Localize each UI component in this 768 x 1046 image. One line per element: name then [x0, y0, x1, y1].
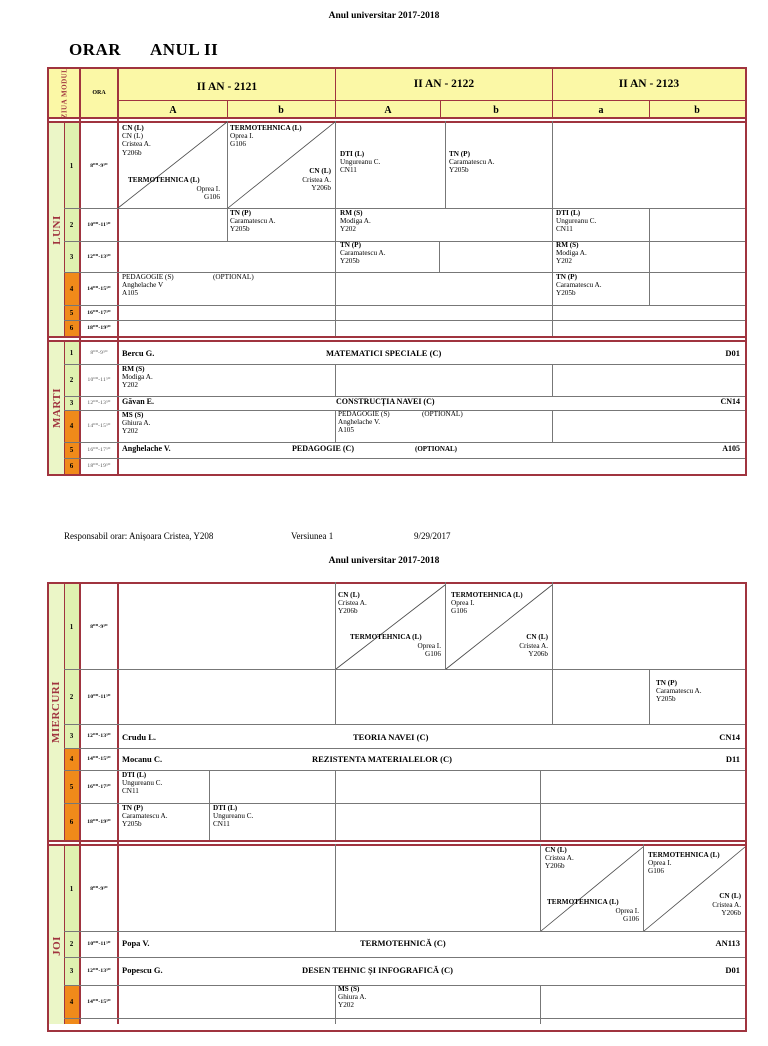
modul-5: 5 — [64, 442, 79, 458]
date: 9/29/2017 — [414, 531, 451, 541]
joi-r2-room: AN113 — [715, 938, 740, 948]
luni-r1-2122a: Ungureanu C. CN11 — [340, 158, 381, 175]
joi-r1-2123a-termo-title: TERMOTEHNICA (L) — [547, 898, 619, 906]
modul-4: 4 — [64, 985, 79, 1018]
luni-r4-2123a-title: TN (P) — [556, 273, 577, 281]
hour-5: 16⁰⁰-17⁵⁰ — [87, 309, 111, 316]
marti-r4-2121-title: MS (S) — [122, 411, 144, 419]
hour-2: 10⁰⁰-11⁵⁰ — [87, 941, 111, 947]
luni-r4-2121-optional: (OPTIONAL) — [213, 273, 254, 281]
joi-r2-course: TERMOTEHNICĂ (C) — [360, 938, 446, 948]
marti-r4-2121: Ghiura A. Y202 — [122, 419, 151, 436]
orar-title: ORAR — [69, 40, 122, 59]
joi-r1-2123a-cn: Cristea A. Y206b — [545, 854, 574, 871]
hour-5: 16⁰⁰-17⁵⁰ — [87, 447, 111, 453]
joi-r3-room: D01 — [725, 965, 740, 975]
responsabil-orar: Responsabil orar: Anișoara Cristea, Y208 — [64, 531, 214, 541]
sub-2123-b: b — [694, 105, 700, 116]
mie-r2-2123b: Caramatescu A. Y205b — [656, 687, 702, 704]
mie-r6-2121a: Caramatescu A. Y205b — [122, 812, 168, 829]
modul-2: 2 — [64, 208, 79, 241]
mie-r1-2122b-cn: Cristea A. Y206b — [519, 642, 548, 659]
mie-r1-2122b-termo-title: TERMOTEHNICA (L) — [451, 591, 523, 599]
luni-r3-2123a-title: RM (S) — [556, 241, 579, 249]
luni-r1-2121b-cn: Cristea A. Y206b — [302, 176, 331, 193]
marti-r3-course: CONSTRUCȚIA NAVEI (C) — [336, 397, 435, 406]
modul-5: 5 — [64, 305, 79, 320]
luni-r4-2121-title: PEDAGOGIE (S) — [122, 273, 174, 281]
modul-1: 1 — [64, 123, 79, 208]
marti-r4-2122: Anghelache V. A105 — [338, 418, 381, 435]
marti-r5-course: PEDAGOGIE (C) — [292, 444, 354, 453]
hour-1: 8⁰⁰-9⁵⁰ — [90, 350, 108, 356]
modul-3: 3 — [64, 957, 79, 985]
modul-4: 4 — [64, 748, 79, 770]
mie-r3-course: TEORIA NAVEI (C) — [353, 732, 429, 742]
hour-3: 12⁰⁰-13⁵⁰ — [87, 968, 111, 974]
joi-r1-2123b-termo-title: TERMOTEHNICA (L) — [648, 851, 720, 859]
mie-r4-course: REZISTENTA MATERIALELOR (C) — [312, 754, 452, 764]
modul-4: 4 — [64, 410, 79, 442]
academic-year-header: Anul universitar 2017-2018 — [328, 11, 440, 21]
marti-r2-2121-title: RM (S) — [122, 365, 145, 373]
luni-r4-2123a: Caramatescu A. Y205b — [556, 281, 602, 298]
hour-3: 12⁰⁰-13⁵⁰ — [87, 733, 111, 739]
marti-r4-2122-title: PEDAGOGIE (S) — [338, 410, 390, 418]
luni-r1-2122a-title: DTI (L) — [340, 150, 365, 158]
mie-r5-2121a: Ungureanu C. CN11 — [122, 779, 163, 796]
mie-r1-2122a-cn: Cristea A. Y206b — [338, 599, 367, 616]
mie-r6-2121b-title: DTI (L) — [213, 804, 238, 812]
luni-r1-2121b-termo: Oprea I. G106 — [230, 132, 254, 149]
hour-6: 18⁰⁰-19⁵⁰ — [87, 818, 111, 825]
luni-r1-2121a-termo-title: TERMOTEHNICA (L) — [128, 176, 200, 184]
mie-r2-2123b-title: TN (P) — [656, 679, 677, 687]
luni-r2-2122a: Modiga A. Y202 — [340, 217, 371, 234]
hour-1: 8⁰⁰-9⁵⁰ — [90, 623, 108, 630]
modul-6: 6 — [64, 320, 79, 336]
luni-r3-2123a: Modiga A. Y202 — [556, 249, 587, 266]
luni-r2-2122a-title: RM (S) — [340, 209, 363, 217]
modul-3: 3 — [64, 396, 79, 410]
mie-r6-2121a-title: TN (P) — [122, 804, 143, 812]
hour-4: 14⁰⁰-15⁵⁰ — [87, 423, 111, 429]
luni-r2-2121b: Caramatescu A. Y205b — [230, 217, 276, 234]
marti-r1-course: MATEMATICI SPECIALE (C) — [326, 348, 442, 358]
mie-r1-2122b-termo: Oprea I. G106 — [451, 599, 475, 616]
modul-6: 6 — [64, 803, 79, 840]
ora-header: ORA — [92, 90, 106, 96]
day-marti: MARTI — [50, 387, 63, 429]
hour-2: 10⁰⁰-11⁵⁰ — [87, 693, 111, 700]
sub-2121-a: A — [169, 105, 177, 116]
modul-3: 3 — [64, 724, 79, 748]
group-2121-header: II AN - 2121 — [196, 81, 258, 93]
hour-4: 14⁰⁰-15⁵⁰ — [87, 998, 111, 1005]
joi-r1-2123b-cn: Cristea A. Y206b — [712, 901, 741, 918]
luni-r3-2122a-title: TN (P) — [340, 241, 361, 249]
mie-r5-2121a-title: DTI (L) — [122, 771, 147, 779]
luni-r2-2121b-title: TN (P) — [230, 209, 251, 217]
modul-2: 2 — [64, 669, 79, 724]
sub-2121-b: b — [278, 105, 284, 116]
mie-r1-2122a-termo: Oprea I. G106 — [417, 642, 441, 659]
joi-r4-2122a-title: MS (S) — [338, 985, 360, 993]
modul-2: 2 — [64, 931, 79, 957]
sub-2122-a: A — [384, 105, 392, 116]
luni-r2-2123a-title: DTI (L) — [556, 209, 581, 217]
hour-5: 16⁰⁰-17⁵⁰ — [87, 783, 111, 790]
marti-r1-room: D01 — [725, 348, 740, 358]
luni-r4-2121: Anghelache V A105 — [122, 281, 164, 298]
marti-r1-prof: Bercu G. — [122, 348, 155, 358]
marti-r5-optional: (OPTIONAL) — [415, 445, 457, 453]
joi-r3-course: DESEN TEHNIC ȘI INFOGRAFICĂ (C) — [302, 965, 453, 975]
modul-3: 3 — [64, 241, 79, 272]
an-title: ANUL II — [150, 40, 219, 59]
joi-r1-2123b-termo: Oprea I. G106 — [648, 859, 672, 876]
mie-r4-prof: Mocanu C. — [122, 754, 163, 764]
mie-r1-2122b-cn-title: CN (L) — [526, 633, 548, 641]
luni-r2-2123a: Ungureanu C. CN11 — [556, 217, 597, 234]
modul-1: 1 — [64, 584, 79, 669]
mie-r6-2121b: Ungureanu C. CN11 — [213, 812, 254, 829]
hour-4: 14⁰⁰-15⁵⁰ — [87, 756, 111, 762]
modul-2: 2 — [64, 364, 79, 396]
luni-r1-2121b-termo-title: TERMOTEHNICA (L) — [230, 124, 302, 132]
luni-r1-2121b-cn-title: CN (L) — [309, 167, 331, 175]
marti-r4-2122-optional: (OPTIONAL) — [422, 410, 463, 418]
luni-r1-2121a-cn: CN (L) Cristea A. Y206b — [122, 132, 151, 157]
hour-1: 8⁰⁰-9⁵⁰ — [90, 885, 108, 892]
joi-r2-prof: Popa V. — [122, 938, 150, 948]
hour-6: 18⁰⁰-19⁵⁰ — [87, 463, 111, 469]
day-luni: LUNI — [50, 214, 63, 245]
mie-r3-room: CN14 — [719, 732, 740, 742]
academic-year-header-2: Anul universitar 2017-2018 — [328, 556, 440, 566]
marti-r5-room: A105 — [722, 444, 740, 453]
joi-r3-prof: Popescu G. — [122, 965, 163, 975]
hour-2: 10⁰⁰-11⁵⁰ — [87, 377, 111, 383]
hour-2: 10⁰⁰-11⁵⁰ — [87, 221, 111, 228]
marti-r3-room: CN14 — [720, 397, 740, 406]
modul-5: 5 — [64, 770, 79, 803]
day-miercuri: MIERCURI — [50, 680, 63, 744]
version: Versiunea 1 — [291, 531, 334, 541]
group-2122-header: II AN - 2122 — [413, 78, 475, 90]
hour-3: 12⁰⁰-13⁵⁰ — [87, 253, 111, 260]
luni-r1-2122b: Caramatescu A. Y205b — [449, 158, 495, 175]
marti-r2-2121: Modiga A. Y202 — [122, 373, 153, 390]
joi-r1-2123b-cn-title: CN (L) — [719, 892, 741, 900]
joi-r1-2123a-termo: Oprea I. G106 — [615, 907, 639, 924]
hour-3: 12⁰⁰-13⁵⁰ — [87, 400, 111, 406]
modul-1: 1 — [64, 342, 79, 364]
modul-1: 1 — [64, 846, 79, 931]
day-joi: JOI — [50, 936, 63, 956]
group-2123-header: II AN - 2123 — [618, 78, 680, 90]
sub-2122-b: b — [493, 105, 499, 116]
hour-6: 18⁰⁰-19⁵⁰ — [87, 325, 111, 331]
sub-2123-a: a — [598, 105, 604, 116]
joi-r4-2122a: Ghiura A. Y202 — [338, 993, 367, 1010]
luni-r1-2122b-title: TN (P) — [449, 150, 470, 158]
mie-r1-2122a-termo-title: TERMOTEHNICA (L) — [350, 633, 422, 641]
mie-r3-prof: Crudu L. — [122, 732, 157, 742]
hour-1: 8⁰⁰-9⁵⁰ — [90, 162, 108, 169]
mie-r1-2122a-cn-title: CN (L) — [338, 591, 360, 599]
luni-r3-2122a: Caramatescu A. Y205b — [340, 249, 386, 266]
joi-r1-2123a-cn-title: CN (L) — [545, 846, 567, 854]
zi-modul-header: ZIUA MODUL — [60, 67, 69, 119]
hour-4: 14⁰⁰-15⁵⁰ — [87, 285, 111, 292]
marti-r3-prof: Găvan E. — [122, 397, 155, 406]
modul-6: 6 — [64, 458, 79, 474]
mie-r4-room: D11 — [725, 754, 740, 764]
luni-r1-2121a-cn-title: CN (L) — [122, 124, 144, 132]
modul-4: 4 — [64, 272, 79, 305]
marti-r5-prof: Anghelache V. — [122, 444, 171, 453]
luni-r1-2121a-termo: Oprea I. G106 — [196, 185, 220, 202]
